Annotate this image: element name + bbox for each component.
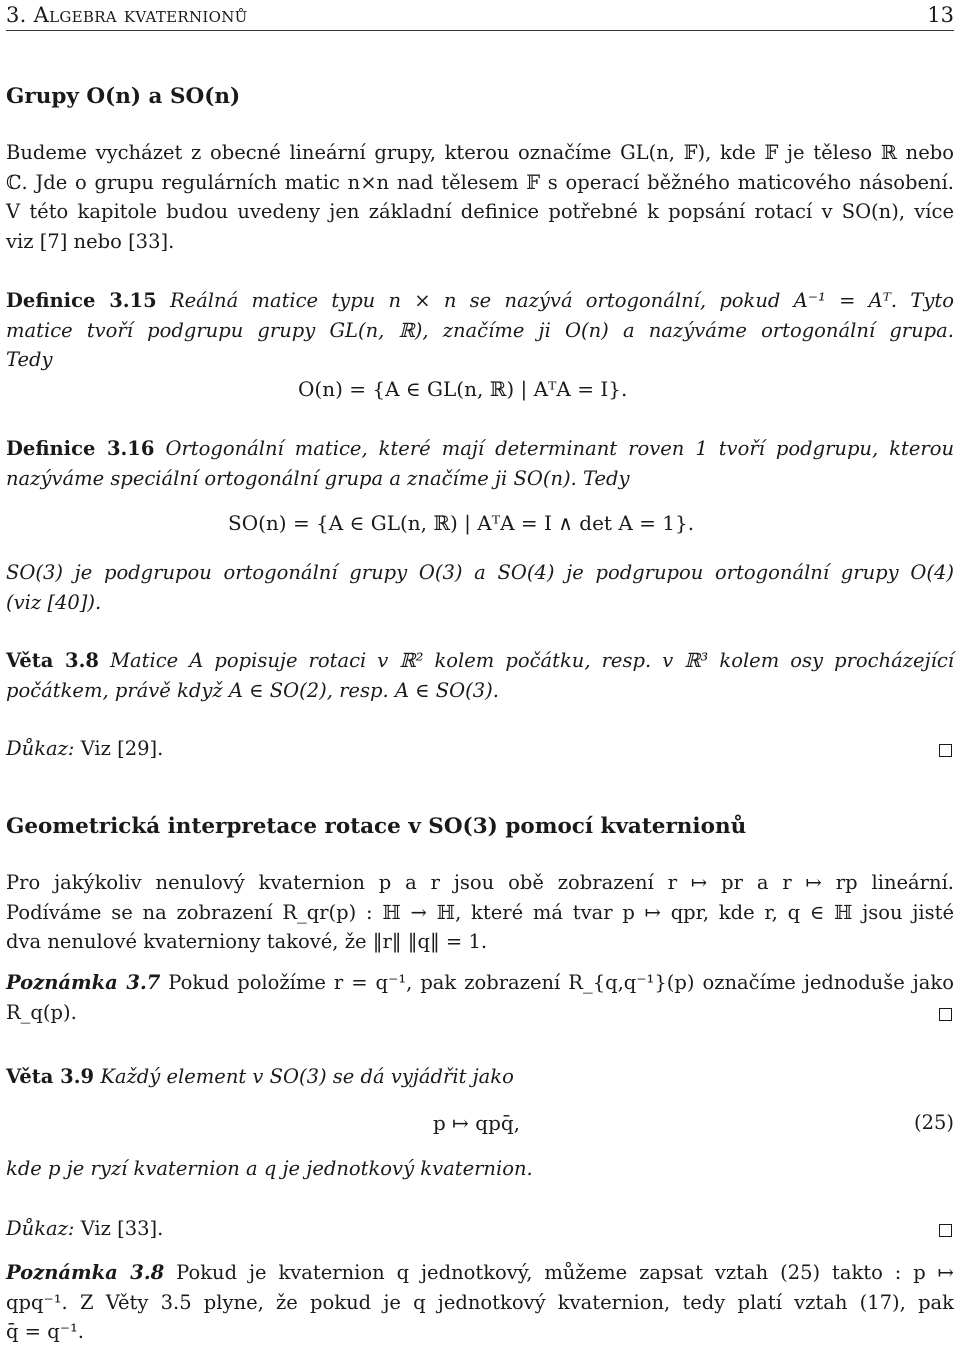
remark-text: R_q(p). — [6, 1000, 77, 1024]
proof-label: Důkaz: — [6, 1217, 75, 1240]
qed-square-icon — [939, 1008, 952, 1021]
section-title: Geometrická interpretace rotace v SO(3) pomocí kvaternionů — [6, 814, 747, 839]
definition-3-16 — [6, 434, 954, 493]
chapter-title: 3. Algebra kvaternionů — [6, 3, 248, 27]
definition-3-16-remark — [6, 558, 954, 617]
definition-text: Ortogonální matice, které mají determinant roven 1 tvoří podgrupu, kterou — [165, 437, 954, 460]
text-line: Pro jakýkoliv nenulový kvaternion p a r jsou obě zobrazení r ↦ pr a r ↦ rp lineární. — [6, 871, 954, 894]
definition-label: Definice 3.15 — [6, 289, 157, 312]
section-title: Grupy O(n) a SO(n) — [6, 84, 241, 109]
theorem-text: kde p je ryzí kvaternion a q je jednotkový kvaternion. — [6, 1157, 533, 1180]
display-equation-o-n: O(n) = {A ∈ GL(n, ℝ) | AᵀA = I}. — [298, 377, 628, 401]
remark-text: q̄ = q⁻¹. — [6, 1320, 85, 1344]
qed-square-icon — [939, 1224, 952, 1237]
proof-text: Viz [33]. — [80, 1217, 164, 1240]
remark-text: Pokud je kvaternion q jednotkový, můžeme zapsat vztah (25) takto : p ↦ — [176, 1261, 954, 1284]
definition-text: Tedy — [6, 348, 53, 372]
theorem-text: Každý element v SO(3) se dá vyjádřit jako — [100, 1065, 514, 1088]
theorem-label: Věta 3.8 — [6, 649, 99, 672]
text-line: Budeme vycházet z obecné lineární grupy, kterou označíme GL(n, 𝔽), kde 𝔽 je těleso ℝ nebo — [6, 141, 954, 164]
text-line: SO(3) je podgrupou ortogonální grupy O(3) a SO(4) je podgrupou ortogonální grupy O(4) — [6, 561, 954, 584]
proof-label: Důkaz: — [6, 737, 75, 760]
page-number: 13 — [927, 3, 954, 27]
proof-3-9 — [6, 1214, 954, 1244]
display-equation-so-n: SO(n) = {A ∈ GL(n, ℝ) | AᵀA = I ∧ det A = 1}. — [228, 511, 695, 535]
theorem-text: počátkem, právě když A ∈ SO(2), resp. A ∈ SO(3). — [6, 678, 499, 702]
section-intro-paragraph — [6, 868, 954, 957]
qed-square-icon — [939, 744, 952, 757]
definition-text: matice tvoří podgrupu grupy GL(n, ℝ), značíme ji O(n) a nazýváme ortogonální grupa. — [6, 318, 954, 342]
remark-text: qpq⁻¹. Z Věty 3.5 plyne, že pokud je q jednotkový kvaternion, tedy platí vztah (17), pak — [6, 1290, 954, 1314]
text-line: Podíváme se na zobrazení R_qr(p) : ℍ → ℍ, které má tvar p ↦ qpr, kde r, q ∈ ℍ jsou jisté — [6, 900, 954, 924]
text-line: V této kapitole budou uvedeny jen základní definice potřebné k popsání rotací v SO(n), více — [6, 200, 954, 224]
theorem-3-9 — [6, 1062, 954, 1092]
section-intro-paragraph — [6, 138, 954, 256]
theorem-label: Věta 3.9 — [6, 1065, 95, 1088]
remark-label: Poznámka 3.8 — [6, 1261, 165, 1284]
remark-3-8 — [6, 1258, 954, 1347]
definition-3-15 — [6, 286, 954, 375]
definition-label: Definice 3.16 — [6, 437, 155, 460]
text-line: viz [7] nebo [33]. — [6, 229, 175, 253]
definition-text: nazýváme speciální ortogonální grupa a značíme ji SO(n). Tedy — [6, 466, 630, 490]
text-line: dva nenulové kvaterniony takové, že ‖r‖ ‖q‖ = 1. — [6, 930, 488, 954]
remark-label: Poznámka 3.7 — [6, 971, 161, 994]
running-header — [6, 0, 954, 31]
proof-3-8 — [6, 734, 954, 764]
equation-number: (25) — [913, 1111, 954, 1134]
remark-text: Pokud položíme r = q⁻¹, pak zobrazení R_{q,q⁻¹}(p) označíme jednoduše jako — [168, 971, 954, 994]
theorem-text: Matice A popisuje rotaci v ℝ² kolem počátku, resp. v ℝ³ kolem osy procházející — [110, 649, 955, 672]
remark-3-7 — [6, 968, 954, 1027]
display-equation-25: p ↦ qpq̄, — [433, 1111, 521, 1135]
text-line: (viz [40]). — [6, 590, 102, 614]
proof-text: Viz [29]. — [80, 737, 164, 760]
text-line: ℂ. Jde o grupu regulárních matic n×n nad tělesem 𝔽 s operací běžného maticového násobení. — [6, 170, 954, 194]
definition-text: Reálná matice typu n × n se nazývá ortogonální, pokud A⁻¹ = Aᵀ. Tyto — [169, 289, 954, 312]
theorem-3-8 — [6, 646, 954, 705]
